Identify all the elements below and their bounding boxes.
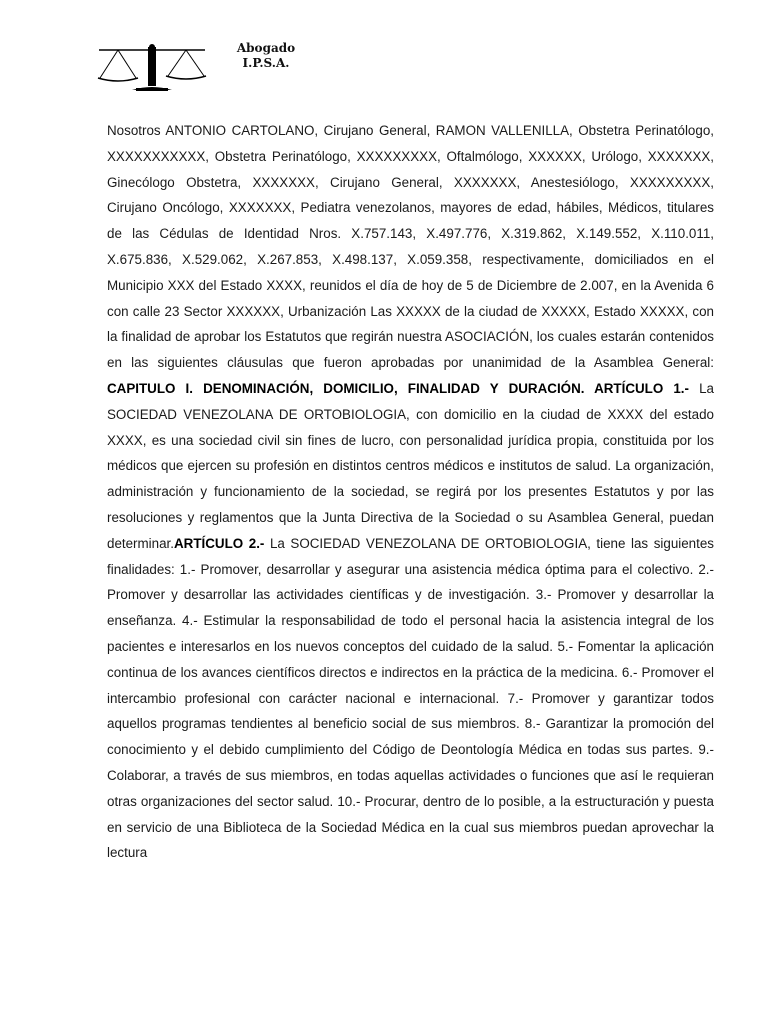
article-2-text: La SOCIEDAD VENEZOLANA DE ORTOBIOLOGIA, tiene las siguientes finalidades: 1.- Promover, desarrollar y asegurar una asistencia médica óptima para el colectivo. 2.- Promover y desarrollar las actividades científicas y de investigación. 3.- Promover y desarrollar la enseñanza. 4.- Estimular la responsabilidad de todo el personal hacia la asistencia integral de los pacientes e interesarlos en los nuevos conceptos del cuidado de la salud. 5.- Fomentar la aplicación continua de los avances científicos directos e indirectos en la práctica de la medicina. 6.- Promover el intercambio profesional con carácter nacional e internacional. 7.- Promover y garantizar todos aquellos programas tendientes al beneficio social de sus miembros. 8.- Garantizar la promoción del conocimiento y el debido cumplimiento del Código de Deontología Médica en todas sus partes. 9.- Colaborar, a través de sus miembros, en todas aquellas actividades o funciones que así le requieran otras organizaciones del sector salud. 10.- Procurar, dentro de lo posible, a la estructuración y puesta en servicio de una Biblioteca de la Sociedad Médica en la cual sus miembros puedan aprovechar la lectura <box>107 535 714 861</box>
chapter-heading: CAPITULO I. DENOMINACIÓN, DOMICILIO, FINALIDAD Y DURACIÓN. ARTÍCULO 1.- <box>107 380 689 396</box>
article-1-text: La SOCIEDAD VENEZOLANA DE ORTOBIOLOGIA, con domicilio en la ciudad de XXXX del estado XXXX, es una sociedad civil sin fines de lucro, con personalidad jurídica propia, constituida por los médicos que ejercen su profesión en distintos centros médicos e institutos de salud. La organización, administración y funcionamiento de la sociedad, se regirá por los presentes Estatutos y por las resoluciones y reglamentos que la Junta Directiva de la Sociedad o su Asamblea General, puedan determinar. <box>107 380 714 551</box>
letterhead-subtitle: I.P.S.A. <box>242 56 290 70</box>
letterhead-title: Abogado <box>236 41 296 55</box>
document-body <box>107 118 714 866</box>
article-2-heading: ARTÍCULO 2.- <box>174 535 265 551</box>
paragraph-intro: Nosotros ANTONIO CARTOLANO, Cirujano General, RAMON VALLENILLA, Obstetra Perinatólogo, XXXXXXXXXXX, Obstetra Perinatólogo, XXXXXXXXX, Oftalmólogo, XXXXXX, Urólogo, XXXXXXX, Ginecólogo Obstetra, XXXXXXX, Cirujano General, XXXXXXX, Anestesiólogo, XXXXXXXXX, Cirujano Oncólogo, XXXXXXX, Pediatra venezolanos, mayores de edad, hábiles, Médicos, titulares de las Cédulas de Identidad Nros. X.757.143, X.497.776, X.319.862, X.149.552, X.110.011, X.675.836, X.529.062, X.267.853, X.498.137, X.059.358, respectivamente, domiciliados en el Municipio XXX del Estado XXXX, reunidos el día de hoy de 5 de Diciembre de 2.007, en la Avenida 6 con calle 23 Sector XXXXXX, Urbanización Las XXXXX de la ciudad de XXXXX, Estado XXXXX, con la finalidad de aprobar los Estatutos que regirán nuestra ASOCIACIÓN, los cuales estarán contenidos en las siguientes cláusulas que fueron aprobadas por unanimidad de la Asamblea General: <box>107 123 714 371</box>
scales-of-justice-icon <box>96 44 208 92</box>
letterhead <box>230 41 302 71</box>
